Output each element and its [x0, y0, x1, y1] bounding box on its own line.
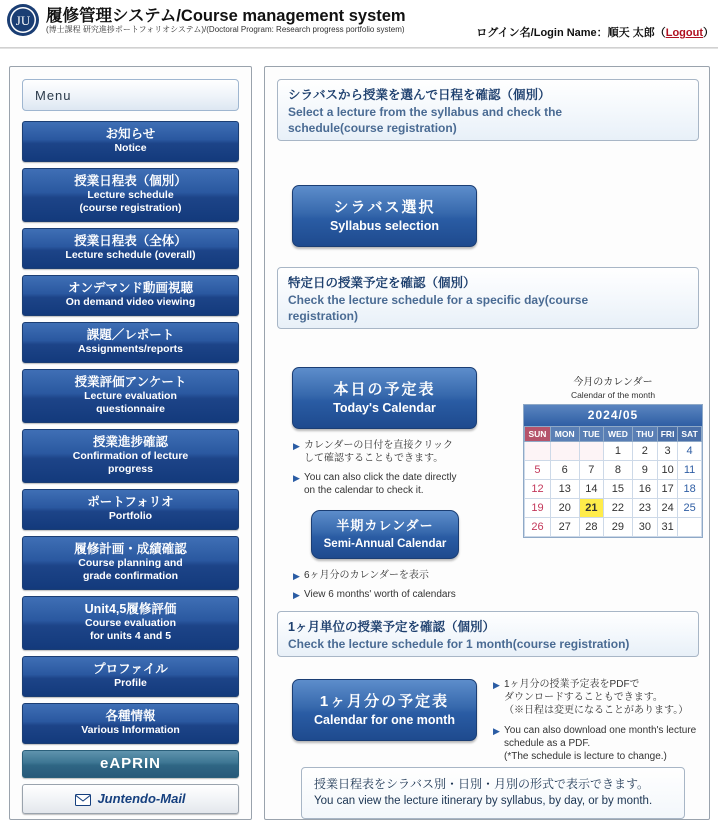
calendar-day-1[interactable]: 1	[604, 442, 633, 461]
sidebar-item-label-ja: 各種情報	[105, 709, 156, 723]
calendar-day-4[interactable]: 4	[678, 442, 702, 461]
university-seal-icon	[6, 3, 40, 37]
sidebar-menu-list	[22, 121, 239, 814]
footer-note-en: You can view the lecture itinerary by syllabus, by day, or by month.	[314, 795, 653, 807]
bullet-click-date-en-line2: on the calendar to check it.	[304, 485, 424, 496]
bullet-pdf-ja	[493, 678, 703, 717]
footer-note-box	[301, 767, 685, 819]
semi-annual-label-en: Semi-Annual Calendar	[323, 538, 447, 550]
bullet-arrow-icon: ▶	[493, 680, 500, 690]
calendar-day-24[interactable]: 24	[658, 499, 678, 518]
one-month-calendar-button[interactable]	[292, 679, 477, 741]
section2-title-en1: Check the lecture schedule for a specific day(course	[288, 293, 589, 307]
sidebar-item-label-ja: 授業日程表（個別）	[74, 174, 187, 188]
calendar-caption-en: Calendar of the month	[570, 390, 656, 400]
sidebar-item-label-en2: grade confirmation	[82, 570, 179, 582]
bullet-six-month-en	[293, 588, 523, 601]
syllabus-selection-label-ja: シラバス選択	[333, 198, 436, 216]
calendar-caption-ja: 今月のカレンダー	[573, 377, 653, 388]
sidebar-item-label-en: Portfolio	[108, 510, 153, 522]
bullet-click-date-ja-line1: カレンダーの日付を直接クリック	[304, 440, 453, 451]
calendar-weekday-mon: MON	[550, 427, 579, 442]
sidebar-item-label-en: Course planning and	[78, 557, 183, 569]
sidebar-item-label-en: Lecture schedule	[87, 189, 174, 201]
page-title: 履修管理システム/Course management system	[46, 7, 406, 25]
page-subtitle: (博士課程 研究進捗ポートフォリオシステム)/(Doctoral Program: Research progress portfolio system)	[46, 25, 405, 34]
calendar-day-26[interactable]: 26	[525, 518, 551, 537]
calendar-day-10[interactable]: 10	[658, 461, 678, 480]
bullet-six-month-en-text: View 6 months' worth of calendars	[304, 589, 456, 600]
section-specific-day-heading	[277, 267, 699, 329]
sidebar-item-unit45-evaluation[interactable]	[22, 596, 239, 650]
bullet-pdf-en	[493, 724, 708, 763]
header-divider	[0, 47, 718, 49]
calendar-day-3[interactable]: 3	[658, 442, 678, 461]
calendar-day-31[interactable]: 31	[658, 518, 678, 537]
sidebar-item-label-ja: 課題／レポート	[86, 328, 175, 342]
sidebar-item-label-en: Assignments/reports	[77, 343, 184, 355]
sidebar-item-label-en: Profile	[114, 677, 147, 689]
sidebar-item-label-ja: 授業日程表（全体）	[74, 234, 187, 248]
sidebar-item-notice[interactable]	[22, 121, 239, 162]
calendar-week-row	[525, 480, 702, 499]
sidebar-item-label-en: Confirmation of lecture	[72, 450, 189, 462]
bullet-arrow-icon: ▶	[293, 473, 300, 483]
section2-title-ja: 特定日の授業予定を確認（個別）	[288, 276, 476, 290]
sidebar-item-on-demand-video[interactable]	[22, 275, 239, 316]
calendar-weekday-wed: WED	[604, 427, 633, 442]
todays-calendar-label-ja: 本日の予定表	[333, 380, 436, 398]
section-syllabus-heading	[277, 79, 699, 141]
bullet-pdf-ja-line1: 1ヶ月分の授業予定表をPDFで	[504, 679, 640, 690]
calendar-month-title: 2024/05	[524, 405, 702, 426]
section1-title-ja: シラバスから授業を選んで日程を確認（個別）	[288, 88, 551, 102]
sidebar-item-label-en: Course evaluation	[84, 617, 177, 629]
calendar-week-row	[525, 518, 702, 537]
month-calendar	[523, 377, 703, 538]
menu-header: Menu	[22, 79, 239, 111]
sidebar-item-label-en2: for units 4 and 5	[89, 630, 172, 642]
calendar-weekday-thu: THU	[632, 427, 657, 442]
calendar-week-row	[525, 499, 702, 518]
sidebar-item-label-ja: 履修計画・成績確認	[74, 542, 187, 556]
sidebar-item-lecture-evaluation[interactable]	[22, 369, 239, 423]
calendar-day-17[interactable]: 17	[658, 480, 678, 499]
calendar-day-11[interactable]: 11	[678, 461, 702, 480]
sidebar-item-lecture-schedule-individual[interactable]	[22, 168, 239, 222]
syllabus-selection-button[interactable]	[292, 185, 477, 247]
calendar-weekday-fri: FRI	[658, 427, 678, 442]
logout-link[interactable]: Logout	[665, 27, 703, 39]
section3-title-en: Check the lecture schedule for 1 month(course registration)	[288, 637, 630, 651]
calendar-weekday-row	[525, 427, 702, 442]
page-header	[0, 0, 718, 48]
section1-title-en1: Select a lecture from the syllabus and check the	[288, 105, 563, 119]
calendar-day-13[interactable]: 13	[550, 480, 579, 499]
calendar-day-23[interactable]: 23	[632, 499, 657, 518]
calendar-weekday-tue: TUE	[579, 427, 604, 442]
section1-title-en2: schedule(course registration)	[288, 121, 457, 135]
calendar-day-28[interactable]: 28	[579, 518, 604, 537]
calendar-caption	[523, 377, 703, 401]
calendar-day-8[interactable]: 8	[604, 461, 633, 480]
sidebar-item-label-en: Lecture evaluation	[84, 390, 177, 402]
sidebar-item-label-ja: ポートフォリオ	[87, 495, 174, 509]
sidebar-item-various-information[interactable]	[22, 703, 239, 744]
sidebar-item-profile[interactable]	[22, 656, 239, 697]
sidebar-item-eaprin[interactable]	[22, 750, 239, 778]
bullet-arrow-icon: ▶	[293, 590, 300, 600]
calendar-cell-empty	[579, 442, 604, 461]
todays-calendar-label-en: Today's Calendar	[333, 400, 436, 415]
sidebar-item-label-en: Notice	[114, 142, 147, 154]
bullet-six-month-ja	[293, 569, 513, 582]
bullet-pdf-ja-line3: （※日程は変更になることがあります。）	[504, 705, 689, 716]
bullet-click-date-ja	[293, 439, 493, 465]
sidebar-item-label-en: Lecture schedule (overall)	[65, 249, 196, 261]
calendar-day-15[interactable]: 15	[604, 480, 633, 499]
calendar-day-14[interactable]: 14	[579, 480, 604, 499]
bullet-click-date-en-line1: You can also click the date directly	[304, 472, 457, 483]
sidebar-item-lecture-progress[interactable]	[22, 429, 239, 483]
bullet-click-date-ja-line2: して確認することもできます。	[304, 453, 444, 464]
bullet-pdf-ja-line2: ダウンロードすることもできます。	[504, 692, 663, 703]
calendar-day-16[interactable]: 16	[632, 480, 657, 499]
calendar-day-29[interactable]: 29	[604, 518, 633, 537]
calendar-day-20[interactable]: 20	[550, 499, 579, 518]
login-name-label: ログイン名/Login Name：順天 太郎（	[476, 27, 666, 39]
sidebar-item-assignments[interactable]	[22, 322, 239, 363]
semi-annual-calendar-button[interactable]	[311, 510, 459, 559]
sidebar-item-label-en: Various Information	[81, 724, 180, 736]
sidebar-item-course-planning[interactable]	[22, 536, 239, 590]
calendar-day-18[interactable]: 18	[678, 480, 702, 499]
calendar-weekday-sun: SUN	[525, 427, 551, 442]
sidebar-item-label-en2: progress	[108, 463, 153, 475]
calendar-day-7[interactable]: 7	[579, 461, 604, 480]
calendar-day-12[interactable]: 12	[525, 480, 551, 499]
sidebar-item-label-en2: (course registration)	[79, 202, 182, 214]
calendar-table	[524, 426, 702, 537]
calendar-day-30[interactable]: 30	[632, 518, 657, 537]
section2-title-en2: registration)	[288, 309, 359, 323]
calendar-cell-empty	[550, 442, 579, 461]
bullet-arrow-icon: ▶	[293, 571, 300, 581]
calendar-week-row	[525, 461, 702, 480]
login-info	[476, 24, 714, 40]
bullet-click-date-en	[293, 471, 508, 497]
svg-text:JU: JU	[15, 13, 31, 28]
bullet-pdf-en-line2: schedule as a PDF.	[504, 738, 591, 749]
calendar-day-6[interactable]: 6	[550, 461, 579, 480]
bullet-pdf-en-line1: You can also download one month's lecture	[504, 725, 697, 736]
sidebar-item-portfolio[interactable]	[22, 489, 239, 530]
sidebar-item-label-en2: questionnaire	[96, 403, 165, 415]
calendar-cell-empty	[525, 442, 551, 461]
calendar-day-2[interactable]: 2	[632, 442, 657, 461]
sidebar-item-label-en: On demand video viewing	[65, 296, 196, 308]
calendar-cell-empty	[678, 518, 702, 537]
todays-calendar-button[interactable]	[292, 367, 477, 429]
calendar-day-19[interactable]: 19	[525, 499, 551, 518]
sidebar-item-lecture-schedule-overall[interactable]	[22, 228, 239, 269]
sidebar-panel	[9, 66, 252, 820]
calendar-day-27[interactable]: 27	[550, 518, 579, 537]
bullet-arrow-icon: ▶	[493, 726, 500, 736]
bullet-arrow-icon: ▶	[293, 441, 300, 451]
one-month-label-ja: 1ヶ月分の予定表	[319, 692, 450, 710]
sidebar-item-label-ja: 授業評価アンケート	[74, 375, 187, 389]
footer-note-ja: 授業日程表をシラバス別・日別・月別の形式で表示できます。	[314, 777, 650, 791]
calendar-day-21[interactable]: 21	[579, 499, 604, 518]
login-paren-close: ）	[703, 27, 714, 39]
sidebar-item-label-ja: Unit4,5履修評価	[84, 602, 177, 616]
sidebar-item-label-ja: 授業進捗確認	[92, 435, 168, 449]
calendar-week-row	[525, 442, 702, 461]
main-panel	[264, 66, 710, 820]
sidebar-item-label-ja: オンデマンド動画視聴	[67, 281, 193, 295]
section3-title-ja: 1ヶ月単位の授業予定を確認（個別）	[288, 620, 495, 634]
calendar-box	[523, 404, 703, 538]
calendar-day-25[interactable]: 25	[678, 499, 702, 518]
sidebar-item-label-ja: Juntendo-Mail	[97, 791, 186, 806]
semi-annual-label-ja: 半期カレンダー	[336, 518, 434, 533]
content-area	[0, 52, 718, 825]
sidebar-item-label-ja: お知らせ	[105, 127, 156, 141]
sidebar-item-juntendo-mail[interactable]	[22, 784, 239, 814]
calendar-weekday-sat: SAT	[678, 427, 702, 442]
calendar-body	[525, 442, 702, 537]
section-one-month-heading	[277, 611, 699, 657]
bullet-pdf-en-line3: (*The schedule is lecture to change.)	[504, 751, 667, 762]
calendar-day-22[interactable]: 22	[604, 499, 633, 518]
sidebar-item-label-ja: プロファイル	[93, 662, 168, 676]
sidebar-item-label-ja: eAPRIN	[99, 755, 161, 772]
calendar-day-9[interactable]: 9	[632, 461, 657, 480]
bullet-six-month-ja-text: 6ヶ月分のカレンダーを表示	[304, 570, 429, 581]
mail-envelope-icon	[75, 793, 91, 805]
one-month-label-en: Calendar for one month	[314, 712, 455, 727]
syllabus-selection-label-en: Syllabus selection	[329, 218, 440, 233]
calendar-day-5[interactable]: 5	[525, 461, 551, 480]
